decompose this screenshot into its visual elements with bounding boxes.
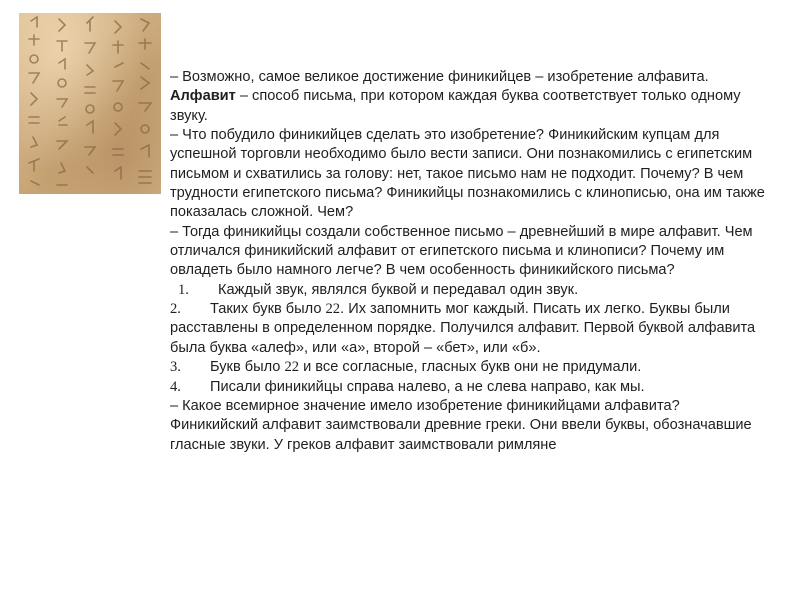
list-number: 1. <box>178 281 189 298</box>
paragraph-greek-borrowing: Финикийский алфавит заимствовали древние греки. Они ввели буквы, обозначавшие гласные звуки. У греков алфавит заимствовали римляне <box>170 417 752 453</box>
phoenician-inscription-image <box>19 13 161 194</box>
letter-count: 22 <box>325 301 341 318</box>
list-text: . Их запомнить мог каждый. Писать их легко. Буквы были расставлены в определенном порядке. Получился алфавит. Первой буквой алфавита была буква «алеф», или «а», второй – «бет», или «б». <box>170 301 756 356</box>
term-alphabet: Алфавит <box>170 88 236 105</box>
list-item <box>170 378 780 397</box>
paragraph-significance-question: – Какое всемирное значение имело изобретение финикийцами алфавита? <box>170 397 680 414</box>
paragraph-definition <box>170 87 780 126</box>
list-item <box>170 358 780 377</box>
list-text: Таких букв было <box>210 301 326 318</box>
list-number: 3. <box>170 359 181 376</box>
list-text: Каждый звук, являлся буквой и передавал один звук. <box>218 281 579 298</box>
list-number: 4. <box>170 378 181 395</box>
paragraph-question: – Что побудило финикийцев сделать это изобретение? Финикийским купцам для успешной торговли необходимо было вести записи. Они познакомились с египетским письмом и схватились за голову: нет, такое письмо нам не подходит. Почему? В чем трудности египетского письма? Финикийцы познакомились с клинописью, она им также показалась сложной. Чем? <box>170 127 765 221</box>
paragraph-intro: – Возможно, самое великое достижение финикийцев – изобретение алфавита. <box>170 69 709 85</box>
list-text: Букв было <box>210 359 285 376</box>
paragraph-answer: – Тогда финикийцы создали собственное письмо – древнейший в мире алфавит. Чем отличался финикийский алфавит от египетского письма и клинописи? Почему им овладеть было намного легче? В чем особенность финикийского письма? <box>170 223 753 279</box>
list-text: Писали финикийцы справа налево, а не слева направо, как мы. <box>210 378 645 395</box>
list-text: и все согласные, гласных букв они не придумали. <box>299 359 642 376</box>
inscription-glyphs <box>19 13 161 194</box>
list-number: 2. <box>170 301 181 318</box>
letter-count: 22 <box>284 359 300 376</box>
list-item <box>170 300 780 358</box>
list-item <box>170 281 780 300</box>
definition-text: – способ письма, при котором каждая буква соответствует только одному звуку. <box>170 88 741 124</box>
lesson-text <box>170 68 780 455</box>
